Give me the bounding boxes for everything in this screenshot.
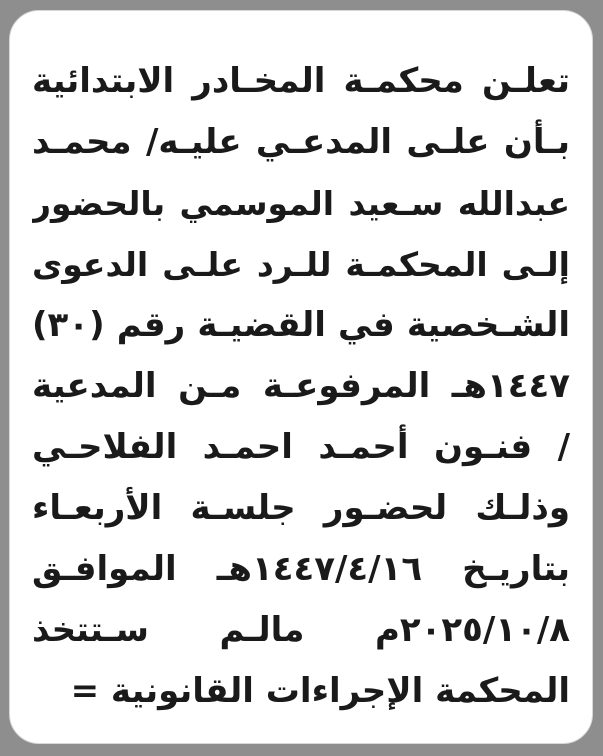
notice-line-1: تعلـن محكمـة المخـادر الابتدائية — [32, 61, 570, 101]
notice-line-2: بـأن علـى المدعـي عليـه/ محمـد — [32, 122, 570, 162]
notice-line-8: وذلـك لحضـور جلسـة الأربعـاء — [32, 488, 570, 528]
notice-line-4: إلـى المحكمـة للـرد علـى الدعوى — [32, 245, 570, 284]
notice-line-6: ١٤٤٧هـ المرفوعـة مـن المدعية — [32, 366, 570, 406]
notice-line-10: ٢٠٢٥/١٠/٨م مالـم سـتتخذ — [32, 610, 570, 650]
notice-line-7: / فنـون أحمـد احمـد الفلاحـي — [32, 427, 570, 467]
court-notice-text — [32, 51, 570, 722]
notice-line-11: المحكمة الإجراءات القانونية = — [70, 671, 570, 711]
notice-card — [9, 10, 593, 744]
notice-line-3: عبدالله سـعيد الموسمي بالحضور — [32, 184, 570, 223]
notice-line-5: الشـخصية في القضيـة رقم (٣٠) — [32, 305, 570, 345]
notice-line-9: بتاريـخ ١٤٤٧/٤/١٦هـ الموافـق — [32, 549, 570, 589]
